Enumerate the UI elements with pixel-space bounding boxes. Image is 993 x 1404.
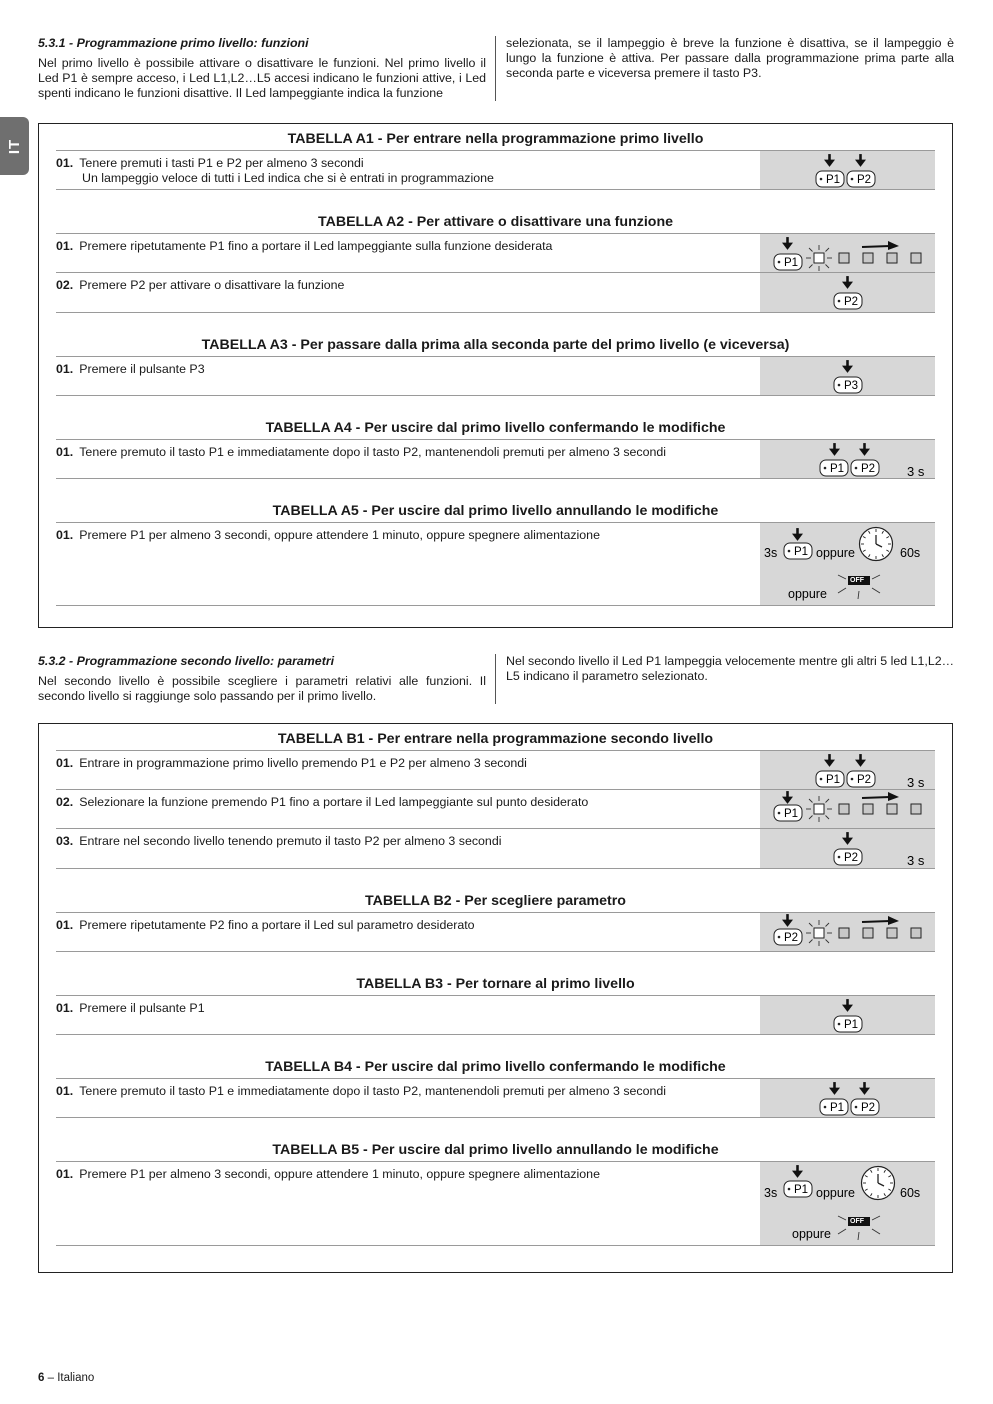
language-tab[interactable]: IT [0, 117, 29, 175]
table-row: 01. Premere il pulsante P1 P1 [56, 995, 935, 1035]
section-paragraph-left: Nel primo livello è possibile attivare o disattivare le funzioni. Nel primo livello il Led P1 è sempre acceso, i Led L1,L2…L5 accesi indicano le funzioni attive, i Led spenti indicano le funzioni disattive. Il Led lampeggiante indica la funzione [38, 56, 486, 100]
table-a5-title: TABELLA A5 - Per uscire dal primo livello annullando le modifiche [272, 503, 719, 519]
key-p2: P2 [861, 1102, 876, 1114]
key-p1: P1 [830, 463, 845, 475]
key-p1: P1 [826, 774, 841, 786]
key-p1: P1 [830, 1102, 845, 1114]
key-p1: P1 [794, 1184, 809, 1196]
footer-language: – Italiano [47, 1372, 95, 1384]
section-paragraph-right: Nel secondo livello il Led P1 lampeggia velocemente mentre gli altri 5 led L1,L2…L5 indicano il parametro selezionato. [506, 654, 954, 683]
illustration-p1-led-scroll [760, 790, 935, 828]
key-p2: P2 [861, 463, 876, 475]
table-row: 02. Premere P2 per attivare o disattivare la funzione P2 [56, 273, 935, 313]
illustration-p3-press [760, 357, 935, 395]
clock-icon [862, 1167, 895, 1200]
oppure-label: oppure [788, 587, 827, 601]
table-a1-title: TABELLA A1 - Per entrare nella programmazione primo livello [287, 131, 704, 147]
illustration-p1-p2-press [760, 1079, 935, 1117]
timeout-label: 60s [900, 1186, 921, 1200]
table-b4-title: TABELLA B4 - Per uscire dal primo livello confermando le modifiche [265, 1059, 726, 1075]
key-p1: P1 [826, 174, 841, 186]
page-footer [38, 1372, 94, 1384]
table-row: 01. Premere il pulsante P3 P3 [56, 356, 935, 396]
section-heading: 5.3.2 - Programmazione secondo livello: parametri [38, 654, 335, 668]
table-row: 01. Premere ripetutamente P2 fino a portare il Led sul parametro desiderato P2 [56, 912, 935, 952]
table-row: 01. Premere ripetutamente P1 fino a portare il Led lampeggiante sulla funzione desiderata P1 [56, 233, 935, 273]
key-p2: P2 [857, 174, 872, 186]
oppure-label: oppure [792, 1227, 831, 1241]
timeout-label: 60s [900, 546, 921, 560]
duration-label: 3s [764, 1186, 778, 1200]
illustration-p2-press [760, 273, 935, 312]
tables-b-box [38, 723, 953, 1273]
illustration-p2-hold [760, 829, 935, 868]
page-number: 6 [38, 1372, 45, 1384]
key-p2: P2 [784, 932, 799, 944]
section-5-3-1 [38, 36, 954, 101]
table-row: 03. Entrare nel secondo livello tenendo premuto il tasto P2 per almeno 3 secondi P2 3 s [56, 829, 935, 869]
off-label: OFF [850, 577, 864, 584]
illustration-p2-led-scroll [760, 913, 935, 951]
key-p1: P1 [784, 257, 799, 269]
duration-label: 3s [764, 546, 778, 560]
table-a3-title: TABELLA A3 - Per passare dalla prima alla seconda parte del primo livello (e viceversa) [201, 337, 790, 353]
duration-label: 3 s [907, 853, 925, 868]
illustration-p1-press [760, 996, 935, 1034]
off-label: OFF [850, 1218, 864, 1225]
key-p2: P2 [844, 852, 859, 864]
illustration-cancel-options [760, 523, 935, 605]
key-p1: P1 [844, 1019, 859, 1031]
table-row: 01. Entrare in programmazione primo livello premendo P1 e P2 per almeno 3 secondi P1 P2 3 s [56, 750, 935, 790]
table-a2-title: TABELLA A2 - Per attivare o disattivare una funzione [317, 214, 673, 230]
table-b2-title: TABELLA B2 - Per scegliere parametro [365, 893, 626, 909]
table-row: 01. Premere P1 per almeno 3 secondi, oppure attendere 1 minuto, oppure spegnere alimentazione 3s P1 oppure 60s oppure OFF [56, 1161, 935, 1246]
oppure-label: oppure [816, 546, 855, 560]
oppure-label: oppure [816, 1186, 855, 1200]
table-row: 01. Tenere premuto il tasto P1 e immediatamente dopo il tasto P2, mantenendoli premuti per almeno 3 secondi P1 P2 3 s [56, 439, 935, 479]
table-row: 01. Tenere premuti i tasti P1 e P2 per almeno 3 secondi Un lampeggio veloce di tutti i Led indica che si è entrati in programmazione P1 P2 [56, 150, 935, 190]
key-p2: P2 [844, 296, 859, 308]
table-a4-title: TABELLA A4 - Per uscire dal primo livello confermando le modifiche [265, 420, 726, 436]
duration-label: 3 s [907, 775, 925, 790]
key-p1: P1 [784, 808, 799, 820]
illustration-cancel-options [760, 1162, 935, 1245]
tables-a-box [38, 123, 953, 628]
table-b1-title: TABELLA B1 - Per entrare nella programmazione secondo livello [277, 731, 714, 747]
key-p3: P3 [844, 380, 859, 392]
illustration-p1-led-scroll [760, 234, 935, 272]
table-row: 02. Selezionare la funzione premendo P1 fino a portare il Led lampeggiante sul punto desiderato P1 [56, 790, 935, 829]
clock-icon [860, 528, 893, 561]
table-b3-title: TABELLA B3 - Per tornare al primo livello [356, 976, 635, 992]
table-row: 01. Premere P1 per almeno 3 secondi, oppure attendere 1 minuto, oppure spegnere alimentazione 3s P1 oppure 60s oppure OFF [56, 522, 935, 606]
section-paragraph-left: Nel secondo livello è possibile scegliere i parametri relativi alle funzioni. Il secondo livello si raggiunge solo passando per il primo livello. [38, 674, 486, 703]
illustration-p1-p2-hold [760, 751, 935, 789]
key-p1: P1 [794, 546, 809, 558]
section-heading: 5.3.1 - Programmazione primo livello: funzioni [38, 36, 309, 50]
key-p2: P2 [857, 774, 872, 786]
section-5-3-2 [38, 654, 954, 704]
duration-label: 3 s [907, 464, 925, 479]
illustration-p1-p2-hold [760, 440, 935, 478]
table-row: 01. Tenere premuto il tasto P1 e immediatamente dopo il tasto P2, mantenendoli premuti per almeno 3 secondi P1 P2 [56, 1078, 935, 1118]
illustration-p1-p2-press [760, 151, 935, 189]
table-b5-title: TABELLA B5 - Per uscire dal primo livello annullando le modifiche [272, 1142, 719, 1158]
section-paragraph-right: selezionata, se il lampeggio è breve la funzione è disattiva, se il lampeggio è lungo la funzione è attiva. Per passare dalla programmazione prima parte alla seconda parte e viceversa premere il tasto P3. [506, 36, 954, 80]
